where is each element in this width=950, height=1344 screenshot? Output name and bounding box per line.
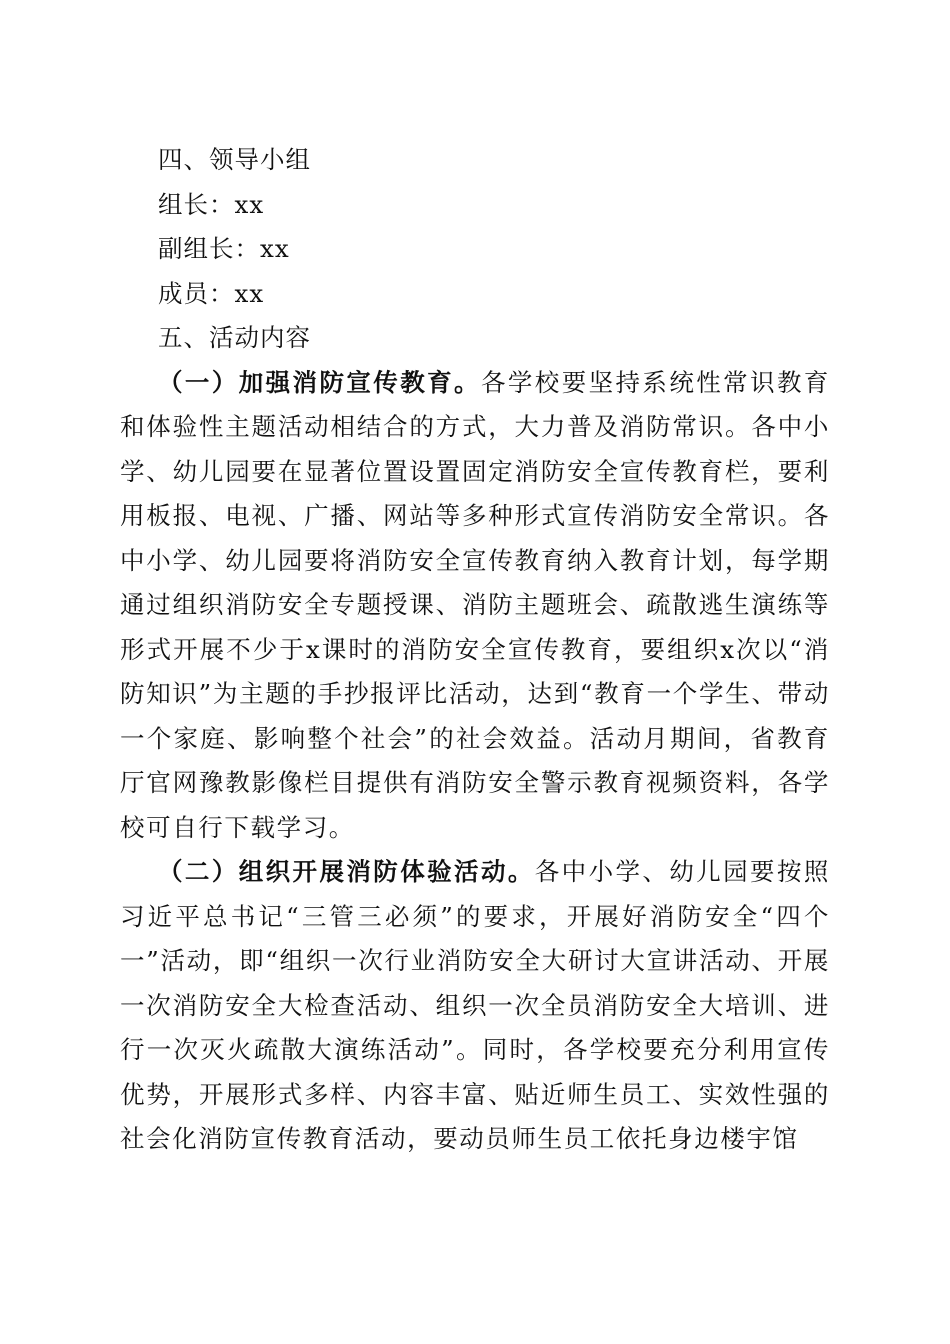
activity-1-body: 各学校要坚持系统性常识教育和体验性主题活动相结合的方式，大力普及消防常识。各中小学、幼儿园要在显著位置设置固定消防安全宣传教育栏，要利用板报、电视、广播、网站等多种形式宣传消防安全常识。各中小学、幼儿园要将消防安全宣传教育纳入教育计划，每学期通过组织消防安全专题授课、消防主题班会、疏散逃生演练等形式开展不少于x课时的消防安全宣传教育，要组织x次以“消防知识”为主题的手抄报评比活动，达到“教育一个学生、带动一个家庭、影响整个社会”的社会效益。活动月期间，省教育厅官网豫教影像栏目提供有消防安全警示教育视频资料，各学校可自行下载学习。	[120, 367, 830, 842]
activity-1-title: （一）加强消防宣传教育。	[158, 367, 481, 397]
activity-2-body: 各中小学、幼儿园要按照习近平总书记“三管三必须”的要求，开展好消防安全“四个一”活动，即“组织一次行业消防安全大研讨大宣讲活动、开展一次消防安全大检查活动、组织一次全员消防安全大培训、进行一次灭火疏散大演练活动”。同时，各学校要充分利用宣传优势，开展形式多样、内容丰富、贴近师生员工、实效性强的社会化消防宣传教育活动，要动员师生员工依托身边楼宇馆	[120, 857, 830, 1153]
deputy-leader-line: 副组长：xx	[158, 234, 290, 263]
document-body	[120, 138, 830, 1162]
section-heading-leadership: 四、领导小组	[158, 145, 311, 174]
leader-line: 组长：xx	[158, 189, 265, 219]
activity-paragraph-2	[120, 850, 830, 1162]
section-heading-activities: 五、活动内容	[158, 323, 311, 352]
members-line: 成员：xx	[158, 278, 265, 308]
activity-paragraph-1	[120, 361, 830, 851]
activity-2-title: （二）组织开展消防体验活动。	[158, 857, 535, 886]
